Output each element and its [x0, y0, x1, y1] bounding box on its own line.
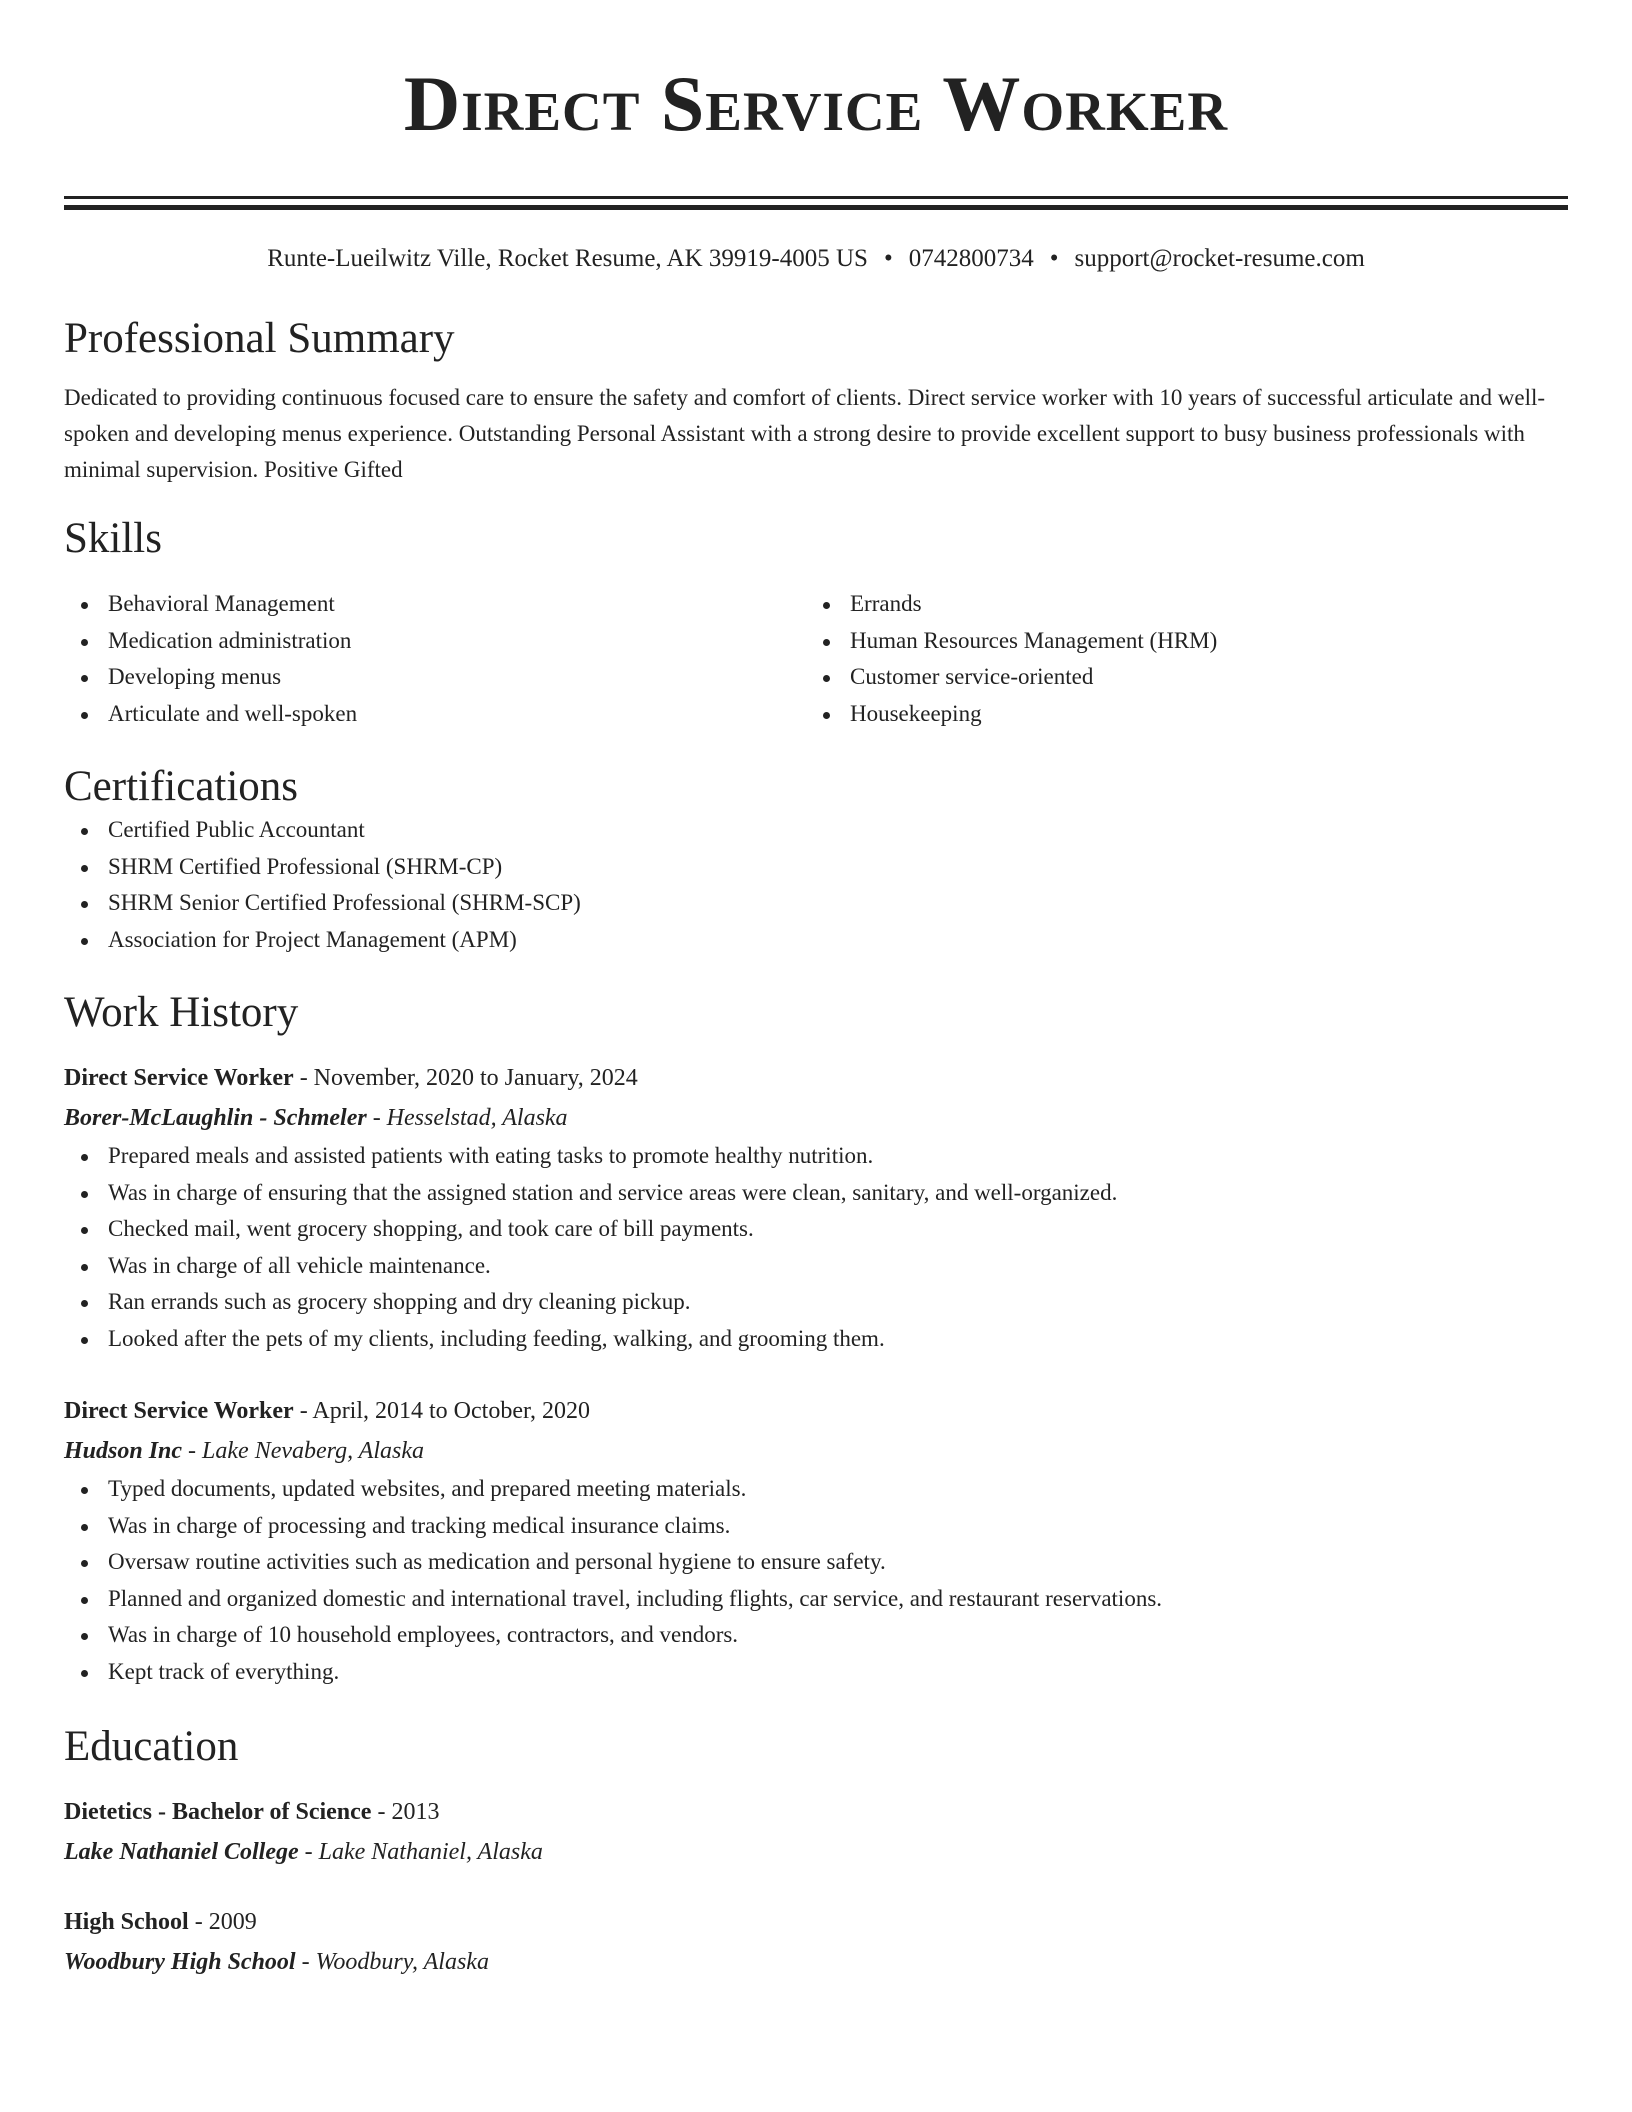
contact-line [64, 244, 1568, 274]
education-entry [64, 1792, 1568, 1872]
job-duty: Looked after the pets of my clients, including feeding, walking, and grooming them. [64, 1321, 1568, 1358]
job-duty: Oversaw routine activities such as medication and personal hygiene to ensure safety. [64, 1544, 1568, 1581]
education-school: Woodbury High School [64, 1949, 296, 1975]
contact-address: Runte-Lueilwitz Ville, Rocket Resume, AK 39919-4005 US [267, 245, 868, 272]
job-duty: Typed documents, updated websites, and prepared meeting materials. [64, 1471, 1568, 1508]
job-duty: Was in charge of processing and tracking medical insurance claims. [64, 1508, 1568, 1545]
job-company: Hudson Inc [64, 1438, 183, 1464]
job-entry [64, 1058, 1568, 1357]
job-duties-list [64, 1138, 1568, 1357]
skills-list-left [64, 586, 806, 732]
education-location: - Woodbury, Alaska [295, 1949, 489, 1975]
education-entry [64, 1902, 1568, 1982]
job-company-line [64, 1098, 1568, 1138]
skill-item: Housekeeping [806, 696, 1548, 733]
education-school: Lake Nathaniel College [64, 1839, 299, 1865]
education-degree: High School [64, 1909, 189, 1935]
education-heading: Education [64, 1723, 239, 1770]
education-year: - 2013 [371, 1799, 440, 1825]
education-degree-line [64, 1902, 1568, 1942]
summary-text: Dedicated to providing continuous focused care to ensure the safety and comfort of clients. Direct service worker with 10 years of successful articulate and well-spoken and developing menus experience. Outstanding Personal Assistant with a strong desire to provide excellent support to busy business professionals with minimal supervision. Positive Gifted [64, 385, 1546, 482]
contact-phone: 0742800734 [908, 245, 1034, 272]
header-divider-top [64, 196, 1568, 199]
summary-heading: Professional Summary [64, 315, 455, 362]
job-duty: Planned and organized domestic and international travel, including flights, car service, and restaurant reservations. [64, 1581, 1568, 1618]
certifications-heading: Certifications [64, 763, 299, 810]
job-location: - Hesselstad, Alaska [366, 1105, 568, 1131]
job-duty: Was in charge of all vehicle maintenance. [64, 1248, 1568, 1285]
certification-item: SHRM Certified Professional (SHRM-CP) [64, 849, 1568, 886]
job-company-line [64, 1431, 1568, 1471]
education-location: - Lake Nathaniel, Alaska [298, 1839, 543, 1865]
skill-item: Human Resources Management (HRM) [806, 623, 1548, 660]
certifications-list [64, 812, 1568, 958]
job-dates: - April, 2014 to October, 2020 [293, 1398, 591, 1424]
education-degree-line [64, 1792, 1568, 1832]
skills-heading: Skills [64, 515, 162, 562]
skill-item: Customer service-oriented [806, 659, 1548, 696]
certification-item: Association for Project Management (APM) [64, 922, 1568, 959]
job-duty: Kept track of everything. [64, 1654, 1568, 1691]
job-dates: - November, 2020 to January, 2024 [293, 1065, 638, 1091]
certification-item: Certified Public Accountant [64, 812, 1568, 849]
job-duty: Checked mail, went grocery shopping, and took care of bill payments. [64, 1211, 1568, 1248]
education-year: - 2009 [188, 1909, 257, 1935]
education-school-line [64, 1832, 1568, 1872]
candidate-name: Direct Service Worker [403, 60, 1229, 147]
skill-item: Behavioral Management [64, 586, 806, 623]
job-header [64, 1058, 1568, 1098]
job-duty: Ran errands such as grocery shopping and dry cleaning pickup. [64, 1284, 1568, 1321]
education-school-line [64, 1942, 1568, 1982]
job-duty: Was in charge of ensuring that the assigned station and service areas were clean, sanitary, and well-organized. [64, 1175, 1568, 1212]
skills-list-right [806, 586, 1548, 732]
job-role: Direct Service Worker [64, 1398, 294, 1424]
contact-separator: • [1049, 245, 1059, 272]
skills-columns [64, 586, 1568, 732]
job-duties-list [64, 1471, 1568, 1690]
contact-separator: • [883, 245, 893, 272]
job-company: Borer-McLaughlin - Schmeler [64, 1105, 367, 1131]
skill-item: Errands [806, 586, 1548, 623]
skill-item: Developing menus [64, 659, 806, 696]
skill-item: Articulate and well-spoken [64, 696, 806, 733]
skill-item: Medication administration [64, 623, 806, 660]
job-header [64, 1391, 1568, 1431]
job-location: - Lake Nevaberg, Alaska [182, 1438, 424, 1464]
job-duty: Prepared meals and assisted patients with eating tasks to promote healthy nutrition. [64, 1138, 1568, 1175]
job-role: Direct Service Worker [64, 1065, 294, 1091]
job-entry [64, 1391, 1568, 1690]
header-divider-bottom [64, 205, 1568, 210]
certification-item: SHRM Senior Certified Professional (SHRM-SCP) [64, 885, 1568, 922]
education-degree: Dietetics - Bachelor of Science [64, 1799, 372, 1825]
job-duty: Was in charge of 10 household employees, contractors, and vendors. [64, 1617, 1568, 1654]
contact-email[interactable]: support@rocket-resume.com [1074, 245, 1365, 272]
work-history-heading: Work History [64, 989, 299, 1036]
